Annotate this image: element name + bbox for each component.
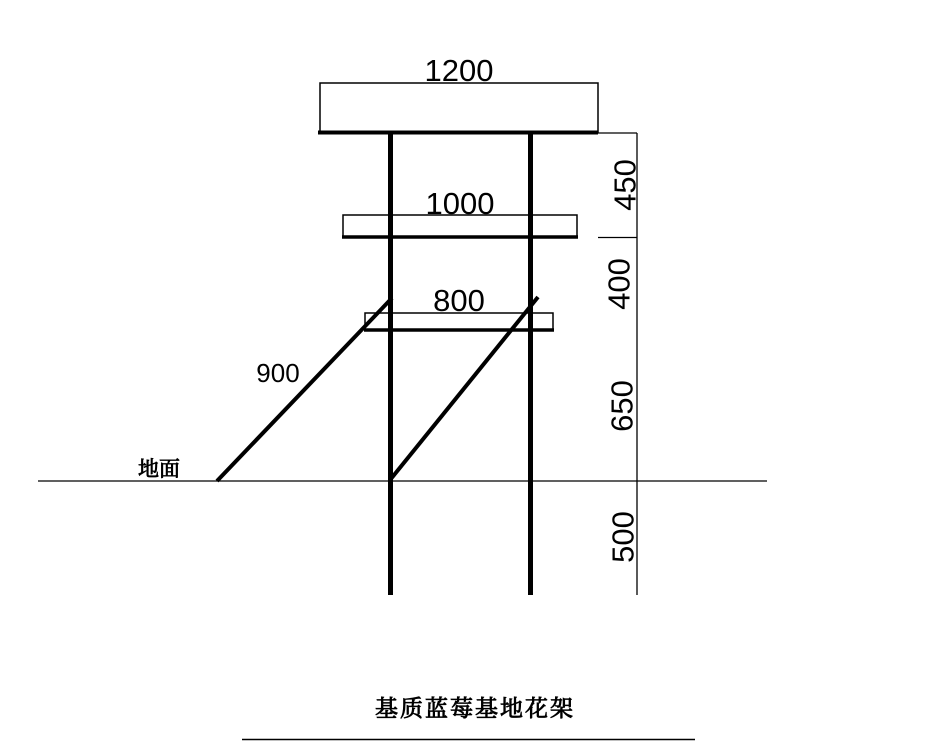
ground-label: 地面 <box>138 456 180 481</box>
brace-left <box>217 298 392 481</box>
dim-label-400: 400 <box>601 258 637 310</box>
dim-label-800: 800 <box>433 283 485 318</box>
drawing-title: 基质蓝莓基地花架 <box>375 695 575 722</box>
dim-label-650: 650 <box>604 380 640 432</box>
dim-label-1200: 1200 <box>424 53 494 88</box>
dim-label-450: 450 <box>607 159 643 211</box>
top-beam-rect <box>320 83 598 132</box>
dim-label-900: 900 <box>256 358 300 388</box>
dim-label-500: 500 <box>605 511 641 563</box>
dim-label-1000: 1000 <box>425 186 495 221</box>
